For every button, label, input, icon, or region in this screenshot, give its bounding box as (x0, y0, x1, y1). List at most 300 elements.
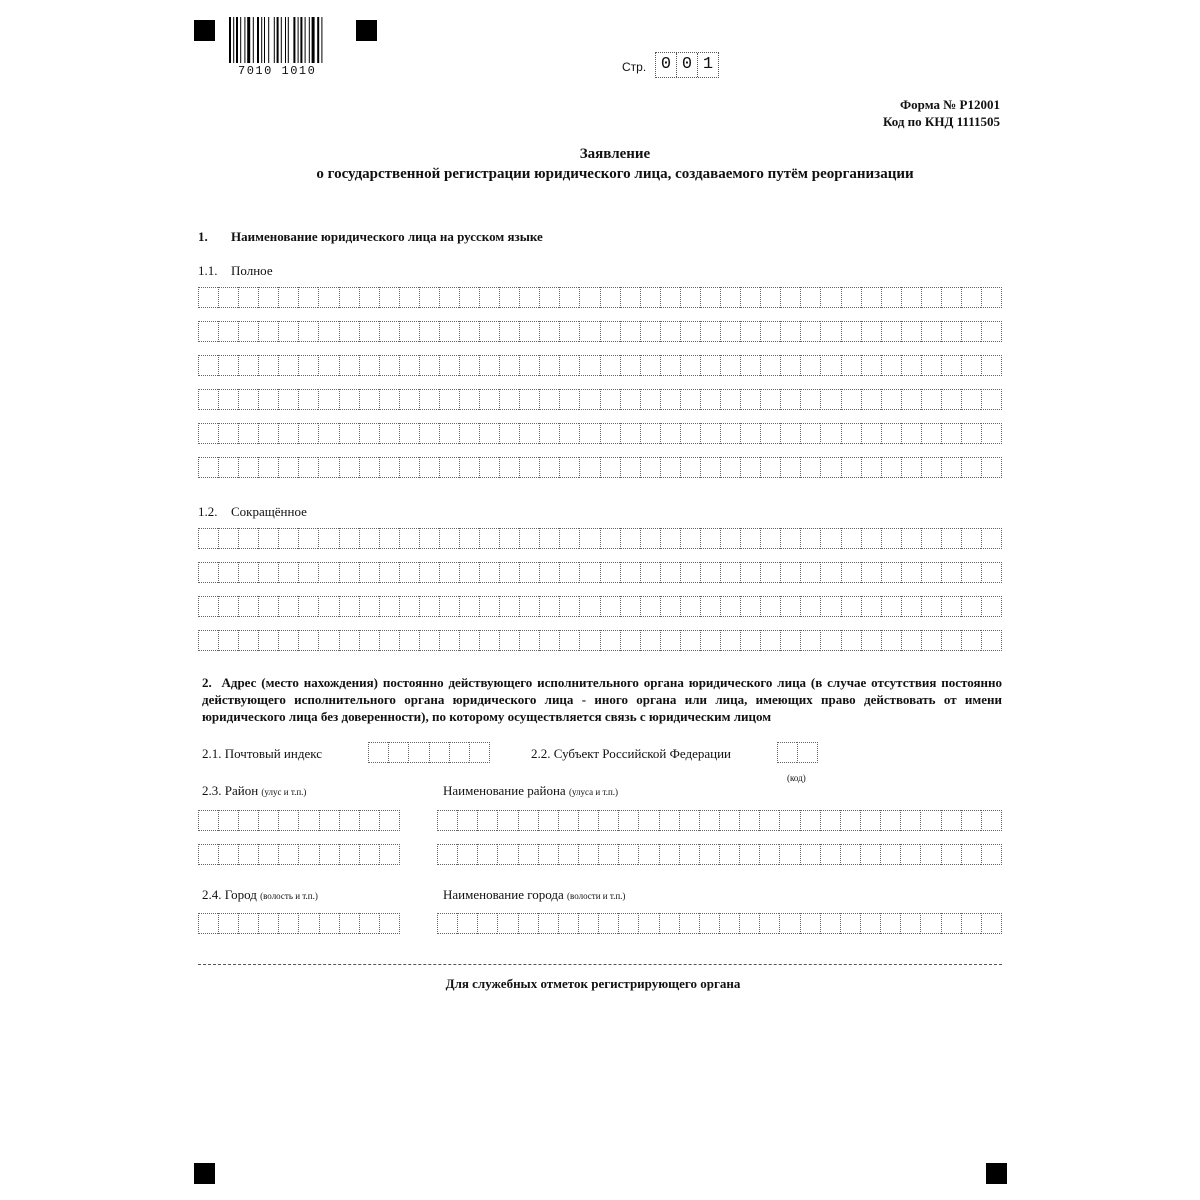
input-cell[interactable] (459, 457, 479, 478)
input-cell[interactable] (218, 596, 238, 617)
input-cell[interactable] (479, 389, 499, 410)
input-cell[interactable] (800, 321, 820, 342)
input-cell[interactable] (699, 810, 719, 831)
input-cell[interactable] (238, 630, 258, 651)
input-cell[interactable] (800, 913, 820, 934)
input-cell[interactable] (519, 287, 539, 308)
input-cell[interactable] (840, 844, 860, 865)
input-cell[interactable] (559, 630, 579, 651)
input-cell[interactable] (981, 321, 1002, 342)
input-cell[interactable] (579, 562, 599, 583)
input-cell[interactable] (339, 457, 359, 478)
input-cell[interactable] (880, 913, 900, 934)
input-cell[interactable] (820, 562, 840, 583)
input-cell[interactable] (618, 810, 638, 831)
input-cell[interactable] (459, 528, 479, 549)
input-cell[interactable] (439, 355, 459, 376)
input-cell[interactable] (318, 321, 338, 342)
input-cell[interactable] (841, 287, 861, 308)
input-cell[interactable] (700, 389, 720, 410)
input-cell[interactable] (881, 287, 901, 308)
input-cell[interactable] (920, 913, 940, 934)
input-cell[interactable] (961, 844, 981, 865)
input-cell[interactable] (841, 528, 861, 549)
input-cell[interactable] (497, 913, 517, 934)
input-cell-row[interactable] (198, 810, 400, 831)
input-cell[interactable] (620, 287, 640, 308)
input-cell[interactable] (780, 630, 800, 651)
input-cell[interactable] (760, 355, 780, 376)
input-cell[interactable] (600, 287, 620, 308)
input-cell[interactable] (218, 321, 238, 342)
input-cell[interactable] (359, 596, 379, 617)
input-cell[interactable] (961, 913, 981, 934)
input-cell[interactable] (318, 528, 338, 549)
input-cell[interactable] (759, 810, 779, 831)
input-cell[interactable] (660, 389, 680, 410)
input-cell[interactable] (477, 810, 497, 831)
input-cell[interactable] (258, 913, 278, 934)
input-cell[interactable] (700, 287, 720, 308)
input-cell[interactable] (660, 423, 680, 444)
input-cell[interactable] (921, 423, 941, 444)
input-cell[interactable] (499, 630, 519, 651)
input-cell[interactable] (720, 389, 740, 410)
input-cell-row[interactable] (198, 389, 1002, 410)
input-cell[interactable] (861, 457, 881, 478)
input-cell[interactable] (800, 423, 820, 444)
input-cell[interactable] (841, 355, 861, 376)
input-cell[interactable] (339, 596, 359, 617)
input-cell[interactable] (901, 389, 921, 410)
input-cell[interactable] (499, 423, 519, 444)
input-cell[interactable] (579, 596, 599, 617)
input-cell[interactable] (600, 423, 620, 444)
input-cell[interactable] (298, 562, 318, 583)
input-cell[interactable] (620, 423, 640, 444)
input-cell[interactable] (379, 423, 399, 444)
input-cell[interactable] (981, 913, 1002, 934)
input-cell[interactable] (820, 389, 840, 410)
input-cell[interactable] (640, 528, 660, 549)
input-cell[interactable] (479, 321, 499, 342)
input-cell[interactable] (820, 810, 840, 831)
input-cell[interactable] (861, 389, 881, 410)
input-cell[interactable] (700, 423, 720, 444)
input-cell[interactable] (198, 321, 218, 342)
input-cell[interactable] (419, 423, 439, 444)
input-cell[interactable] (881, 528, 901, 549)
input-cell[interactable] (258, 562, 278, 583)
input-cell[interactable] (519, 389, 539, 410)
input-cell[interactable] (437, 810, 457, 831)
input-cell-row[interactable] (198, 528, 1002, 549)
input-cell[interactable] (439, 528, 459, 549)
input-cell[interactable] (961, 457, 981, 478)
input-cell[interactable] (777, 742, 797, 763)
input-cell[interactable] (740, 355, 760, 376)
input-cell[interactable] (298, 844, 318, 865)
input-cell[interactable] (941, 389, 961, 410)
input-cell[interactable] (519, 562, 539, 583)
input-cell[interactable] (981, 562, 1002, 583)
input-cell[interactable] (579, 457, 599, 478)
input-cell[interactable] (900, 810, 920, 831)
input-cell-row[interactable] (198, 630, 1002, 651)
input-cell[interactable] (640, 423, 660, 444)
input-cell[interactable] (238, 287, 258, 308)
input-cell[interactable] (258, 630, 278, 651)
input-cell[interactable] (981, 457, 1002, 478)
input-cell[interactable] (700, 562, 720, 583)
input-cell[interactable] (780, 321, 800, 342)
input-cell[interactable] (379, 528, 399, 549)
input-cell[interactable] (278, 389, 298, 410)
input-cell[interactable] (598, 844, 618, 865)
input-cell[interactable] (881, 630, 901, 651)
input-cell[interactable] (238, 457, 258, 478)
input-cell[interactable] (319, 913, 339, 934)
input-cell[interactable] (700, 355, 720, 376)
input-cell[interactable] (921, 457, 941, 478)
input-cell[interactable] (278, 810, 298, 831)
input-cell[interactable] (399, 457, 419, 478)
input-cell[interactable] (600, 321, 620, 342)
input-cell[interactable] (258, 457, 278, 478)
input-cell[interactable] (699, 844, 719, 865)
input-cell[interactable] (921, 596, 941, 617)
input-cell[interactable] (620, 389, 640, 410)
input-cell[interactable] (921, 528, 941, 549)
input-cell[interactable] (519, 528, 539, 549)
input-cell[interactable] (680, 423, 700, 444)
input-cell[interactable] (198, 596, 218, 617)
input-cell[interactable] (700, 630, 720, 651)
input-cell-row[interactable] (437, 913, 1002, 934)
full-name-input-grid[interactable] (198, 287, 1002, 478)
input-cell[interactable] (479, 287, 499, 308)
input-cell[interactable] (198, 355, 218, 376)
input-cell[interactable] (638, 913, 658, 934)
input-cell[interactable] (359, 423, 379, 444)
input-cell[interactable] (941, 562, 961, 583)
input-cell[interactable] (319, 844, 339, 865)
input-cell[interactable] (539, 562, 559, 583)
input-cell[interactable] (559, 562, 579, 583)
input-cell[interactable] (479, 630, 499, 651)
input-cell[interactable] (399, 355, 419, 376)
input-cell[interactable] (339, 423, 359, 444)
input-cell[interactable] (618, 913, 638, 934)
input-cell[interactable] (620, 528, 640, 549)
input-cell[interactable] (881, 596, 901, 617)
input-cell[interactable] (981, 355, 1002, 376)
input-cell[interactable] (760, 423, 780, 444)
input-cell[interactable] (379, 355, 399, 376)
input-cell[interactable] (881, 562, 901, 583)
input-cell[interactable] (680, 562, 700, 583)
input-cell[interactable] (419, 596, 439, 617)
input-cell[interactable] (780, 457, 800, 478)
input-cell[interactable] (739, 913, 759, 934)
input-cell[interactable] (640, 457, 660, 478)
input-cell[interactable] (457, 810, 477, 831)
input-cell[interactable] (479, 457, 499, 478)
input-cell[interactable] (961, 562, 981, 583)
input-cell[interactable] (921, 562, 941, 583)
input-cell[interactable] (238, 423, 258, 444)
input-cell[interactable] (719, 844, 739, 865)
input-cell[interactable] (861, 423, 881, 444)
input-cell-row[interactable] (777, 742, 818, 763)
input-cell[interactable] (258, 596, 278, 617)
input-cell[interactable] (820, 457, 840, 478)
input-cell[interactable] (578, 810, 598, 831)
input-cell[interactable] (339, 321, 359, 342)
input-cell[interactable] (218, 844, 238, 865)
input-cell[interactable] (760, 457, 780, 478)
input-cell[interactable] (419, 389, 439, 410)
input-cell[interactable] (679, 913, 699, 934)
input-cell[interactable] (800, 287, 820, 308)
input-cell[interactable] (198, 630, 218, 651)
input-cell[interactable] (218, 457, 238, 478)
input-cell[interactable] (841, 457, 861, 478)
input-cell[interactable] (318, 355, 338, 376)
input-cell[interactable] (800, 596, 820, 617)
input-cell[interactable] (719, 913, 739, 934)
input-cell[interactable] (479, 528, 499, 549)
input-cell[interactable] (198, 287, 218, 308)
input-cell[interactable] (579, 355, 599, 376)
input-cell[interactable] (800, 389, 820, 410)
input-cell[interactable] (318, 287, 338, 308)
input-cell[interactable] (981, 423, 1002, 444)
input-cell[interactable] (339, 630, 359, 651)
input-cell[interactable] (379, 287, 399, 308)
input-cell[interactable] (820, 528, 840, 549)
city-type-input-grid[interactable] (198, 913, 400, 934)
input-cell[interactable] (559, 528, 579, 549)
input-cell[interactable] (319, 810, 339, 831)
input-cell[interactable] (359, 528, 379, 549)
input-cell[interactable] (961, 321, 981, 342)
input-cell[interactable] (399, 596, 419, 617)
input-cell[interactable] (359, 389, 379, 410)
region-code-input-grid[interactable] (777, 742, 818, 763)
input-cell[interactable] (359, 457, 379, 478)
input-cell[interactable] (198, 913, 218, 934)
input-cell[interactable] (640, 596, 660, 617)
input-cell[interactable] (559, 423, 579, 444)
input-cell-row[interactable] (198, 423, 1002, 444)
input-cell[interactable] (981, 389, 1002, 410)
input-cell[interactable] (499, 389, 519, 410)
input-cell[interactable] (298, 528, 318, 549)
input-cell-row[interactable] (198, 596, 1002, 617)
input-cell[interactable] (579, 630, 599, 651)
input-cell[interactable] (660, 287, 680, 308)
input-cell-row[interactable] (198, 355, 1002, 376)
input-cell[interactable] (880, 810, 900, 831)
input-cell[interactable] (238, 355, 258, 376)
input-cell[interactable] (198, 844, 218, 865)
input-cell[interactable] (518, 913, 538, 934)
input-cell[interactable] (659, 844, 679, 865)
input-cell[interactable] (477, 913, 497, 934)
input-cell[interactable] (518, 810, 538, 831)
input-cell[interactable] (539, 321, 559, 342)
input-cell[interactable] (921, 355, 941, 376)
input-cell[interactable] (780, 287, 800, 308)
input-cell[interactable] (539, 287, 559, 308)
input-cell[interactable] (419, 355, 439, 376)
input-cell[interactable] (640, 287, 660, 308)
input-cell[interactable] (921, 630, 941, 651)
input-cell[interactable] (800, 562, 820, 583)
input-cell[interactable] (941, 844, 961, 865)
input-cell[interactable] (680, 389, 700, 410)
input-cell[interactable] (298, 596, 318, 617)
input-cell[interactable] (539, 389, 559, 410)
input-cell[interactable] (740, 562, 760, 583)
input-cell[interactable] (600, 457, 620, 478)
input-cell[interactable] (538, 844, 558, 865)
input-cell[interactable] (497, 810, 517, 831)
input-cell[interactable] (399, 287, 419, 308)
input-cell[interactable] (600, 355, 620, 376)
input-cell[interactable] (841, 596, 861, 617)
input-cell[interactable] (618, 844, 638, 865)
input-cell[interactable] (439, 457, 459, 478)
input-cell[interactable] (820, 844, 840, 865)
input-cell[interactable] (700, 596, 720, 617)
input-cell[interactable] (640, 630, 660, 651)
input-cell[interactable] (359, 562, 379, 583)
input-cell[interactable] (198, 528, 218, 549)
input-cell[interactable] (760, 528, 780, 549)
input-cell[interactable] (298, 913, 318, 934)
input-cell-row[interactable] (198, 287, 1002, 308)
input-cell[interactable] (258, 423, 278, 444)
input-cell[interactable] (720, 457, 740, 478)
input-cell[interactable] (740, 528, 760, 549)
input-cell[interactable] (218, 389, 238, 410)
input-cell[interactable] (861, 596, 881, 617)
input-cell[interactable] (339, 844, 359, 865)
input-cell[interactable] (659, 810, 679, 831)
input-cell[interactable] (680, 287, 700, 308)
input-cell[interactable] (660, 562, 680, 583)
input-cell[interactable] (720, 562, 740, 583)
short-name-input-grid[interactable] (198, 528, 1002, 651)
input-cell[interactable] (218, 630, 238, 651)
input-cell[interactable] (479, 596, 499, 617)
input-cell[interactable] (719, 810, 739, 831)
input-cell[interactable] (419, 287, 439, 308)
input-cell[interactable] (620, 355, 640, 376)
input-cell[interactable] (218, 423, 238, 444)
input-cell[interactable] (941, 630, 961, 651)
input-cell[interactable] (238, 844, 258, 865)
input-cell-row[interactable] (198, 562, 1002, 583)
input-cell[interactable] (901, 630, 921, 651)
input-cell[interactable] (519, 321, 539, 342)
input-cell[interactable] (700, 528, 720, 549)
input-cell[interactable] (318, 596, 338, 617)
input-cell[interactable] (519, 355, 539, 376)
input-cell[interactable] (379, 562, 399, 583)
input-cell[interactable] (579, 528, 599, 549)
input-cell[interactable] (961, 355, 981, 376)
input-cell[interactable] (359, 630, 379, 651)
input-cell[interactable] (961, 423, 981, 444)
input-cell[interactable] (820, 287, 840, 308)
input-cell[interactable] (600, 528, 620, 549)
input-cell[interactable] (861, 355, 881, 376)
input-cell[interactable] (659, 913, 679, 934)
input-cell[interactable] (780, 389, 800, 410)
input-cell[interactable] (600, 630, 620, 651)
input-cell[interactable] (679, 844, 699, 865)
input-cell[interactable] (258, 528, 278, 549)
input-cell[interactable] (901, 528, 921, 549)
input-cell[interactable] (519, 630, 539, 651)
input-cell[interactable] (680, 355, 700, 376)
input-cell[interactable] (600, 389, 620, 410)
input-cell[interactable] (538, 810, 558, 831)
input-cell[interactable] (359, 810, 379, 831)
postal-code-input-grid[interactable] (368, 742, 490, 763)
input-cell[interactable] (559, 287, 579, 308)
input-cell[interactable] (298, 457, 318, 478)
input-cell[interactable] (459, 423, 479, 444)
input-cell[interactable] (720, 596, 740, 617)
input-cell[interactable] (739, 844, 759, 865)
input-cell[interactable] (740, 389, 760, 410)
input-cell[interactable] (469, 742, 490, 763)
input-cell[interactable] (368, 742, 388, 763)
input-cell[interactable] (640, 389, 660, 410)
input-cell[interactable] (437, 844, 457, 865)
input-cell[interactable] (359, 287, 379, 308)
input-cell[interactable] (218, 913, 238, 934)
input-cell[interactable] (679, 810, 699, 831)
input-cell[interactable] (298, 287, 318, 308)
input-cell[interactable] (860, 913, 880, 934)
input-cell[interactable] (921, 287, 941, 308)
input-cell[interactable] (620, 457, 640, 478)
input-cell[interactable] (901, 287, 921, 308)
input-cell[interactable] (860, 810, 880, 831)
input-cell[interactable] (901, 562, 921, 583)
input-cell[interactable] (318, 630, 338, 651)
input-cell[interactable] (459, 630, 479, 651)
input-cell[interactable] (238, 810, 258, 831)
input-cell[interactable] (497, 844, 517, 865)
input-cell-row[interactable] (437, 844, 1002, 865)
input-cell[interactable] (961, 389, 981, 410)
input-cell[interactable] (861, 630, 881, 651)
input-cell[interactable] (439, 389, 459, 410)
input-cell[interactable] (620, 630, 640, 651)
input-cell[interactable] (559, 355, 579, 376)
input-cell[interactable] (298, 810, 318, 831)
input-cell[interactable] (278, 528, 298, 549)
input-cell[interactable] (399, 562, 419, 583)
input-cell[interactable] (439, 321, 459, 342)
input-cell[interactable] (680, 596, 700, 617)
